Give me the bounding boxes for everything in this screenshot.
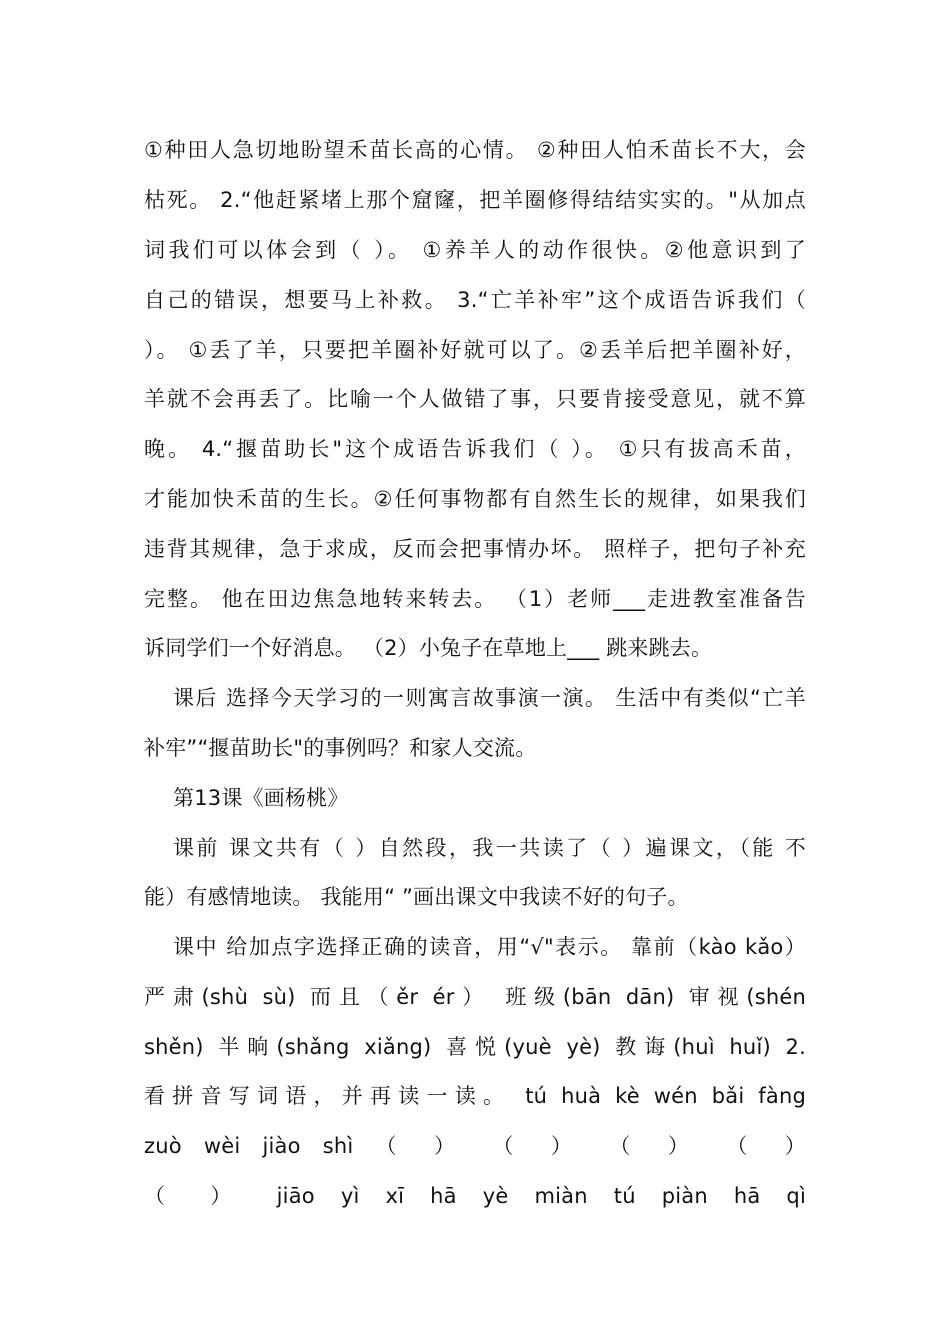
text-line: ）。 ①丢了羊，只要把羊圈补好就可以了。②丢羊后把羊圈补好， [144,338,806,362]
text-line: 课后 选择今天学习的一则寓言故事演一演。 生活中有类似“亡羊 [173,686,806,710]
text-line: 羊就不会再丢了。比喻一个人做错了事，只要肯接受意见，就不算 [144,387,806,411]
text-line: 枯死。 2.“他赶紧堵上那个窟窿，把羊圈修得结结实实的。"从加点 [144,188,806,212]
text-line: 完整。 他在田边焦急地转来转去。 （1）老师___走进教室准备告 [144,587,806,611]
text-line: zuò wèi jiào shì （ ） （ ） （ ） （ ） [144,1134,806,1158]
text-line: 严肃(shù sù) 而且（ěr ér） 班级(bān dān) 审视(shén [144,985,806,1009]
text-line: 词我们可以体会到（ ）。 ①养羊人的动作很快。②他意识到了 [144,238,806,262]
lesson-heading: 第13课《画杨桃》 [173,786,349,810]
text-line: 课中 给加点字选择正确的读音，用“√"表示。 靠前（kào kǎo） [173,935,806,959]
text-line: 课前 课文共有（ ）自然段，我一共读了（ ）遍课文，（能 不 [173,836,806,860]
text-line: ①种田人急切地盼望禾苗长高的心情。 ②种田人怕禾苗长不大，会 [144,138,806,162]
text-line: 才能加快禾苗的生长。②任何事物都有自然生长的规律，如果我们 [144,487,806,511]
text-line: shěn) 半晌(shǎng xiǎng) 喜悦(yuè yè) 教诲(huì huǐ) 2. [144,1035,806,1059]
text-line: 自己的错误，想要马上补救。 3.“亡羊补牢”这个成语告诉我们（ [144,288,806,312]
text-line: 看拼音写词语，并再读一读。 tú huà kè wén bǎi fàng [144,1084,806,1108]
text-line: 违背其规律，急于求成，反而会把事情办坏。 照样子，把句子补充 [144,537,806,561]
text-line: 能）有感情地读。 我能用“ ”画出课文中我读不好的句子。 [144,885,689,909]
text-line: 诉同学们一个好消息。 （2）小兔子在草地上___ 跳来跳去。 [144,636,713,660]
text-line: （ ） jiāo yì xī hā yè miàn tú piàn hā qì [144,1184,806,1208]
text-line: 晚。 4.“揠苗助长"这个成语告诉我们（ ）。 ①只有拔高禾苗， [144,437,806,461]
text-line: 补牢”“揠苗助长"的事例吗？和家人交流。 [144,736,537,760]
